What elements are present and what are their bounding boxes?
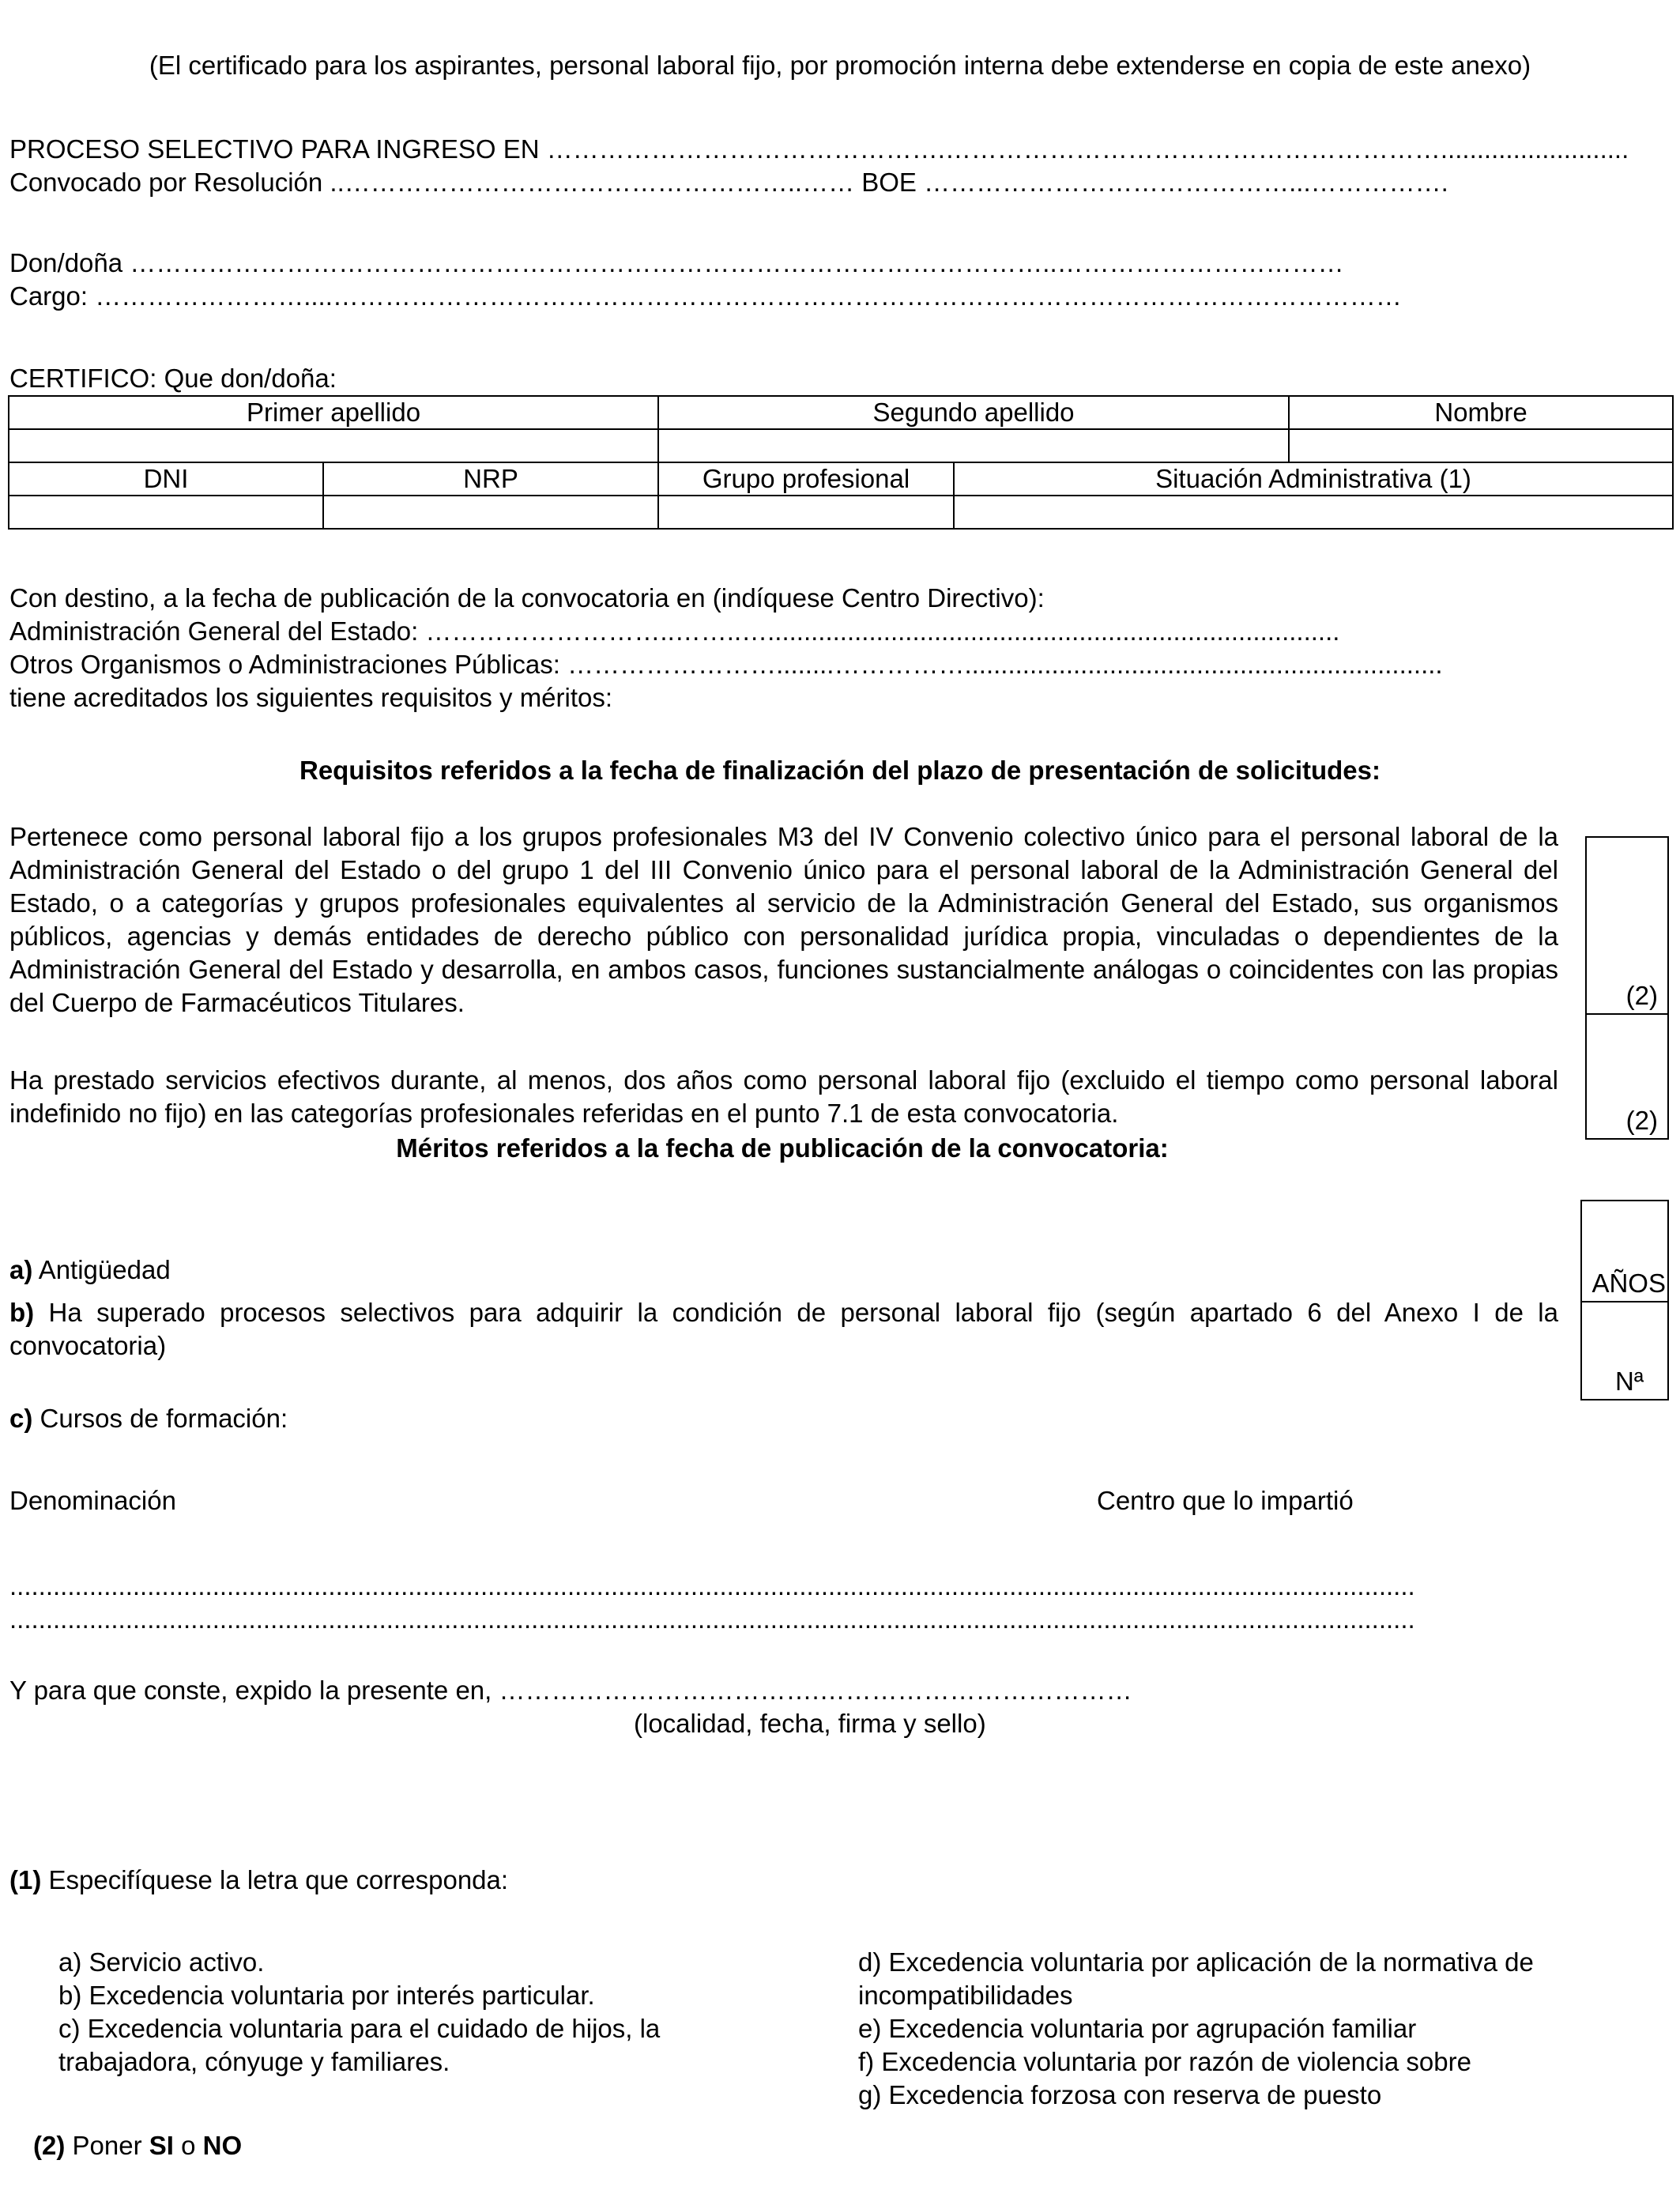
destino-line: Con destino, a la fecha de publicación de la convocatoria en (indíquese Centro Directivo): — [9, 583, 1045, 613]
note-2-no: NO — [202, 2131, 243, 2160]
list-item: trabajadora, cónyuge y familiares. — [58, 2047, 450, 2076]
list-item: c) Excedencia voluntaria para el cuidado de hijos, la — [58, 2014, 661, 2043]
merito-a — [9, 1253, 171, 1287]
identity-table — [8, 395, 1674, 530]
note-2-text: Poner — [65, 2131, 149, 2160]
header-note: (El certificado para los aspirantes, personal laboral fijo, por promoción interna debe extenderse en copia de este anexo) — [149, 51, 1531, 80]
note-1-text: Especifíquese la letra que corresponda: — [41, 1865, 509, 1894]
list-item: e) Excedencia voluntaria por agrupación familiar — [858, 2014, 1417, 2043]
list-item: a) Servicio activo. — [58, 1947, 265, 1977]
header-nombre: Nombre — [1289, 396, 1673, 429]
note-2-label: (2) — [33, 2131, 66, 2160]
expido-sub: (localidad, fecha, firma y sello) — [634, 1709, 986, 1738]
note-1-left-list — [58, 1946, 660, 2079]
cargo-line: Cargo: ……………………....…………………………………………………………………………………………………………… — [9, 281, 1402, 311]
merito-a-text: Antigüedad — [32, 1255, 171, 1284]
age-line: Administración General del Estado: ………………………..……..…............................................................................... — [9, 616, 1340, 646]
nombre-field[interactable] — [1289, 429, 1673, 462]
requisitos-intro: tiene acreditados los siguientes requisitos y méritos: — [9, 683, 613, 712]
note-1-label: (1) — [9, 1865, 42, 1894]
requisito-box-2[interactable] — [1585, 1013, 1669, 1140]
num-box-label: Nª — [1614, 1367, 1644, 1396]
anos-box-label: AÑOS — [1591, 1269, 1666, 1298]
cursos-dotted-line-2: .................................................................................................................................................................................................. — [9, 1604, 1415, 1634]
list-item: g) Excedencia forzosa con reserva de puesto — [858, 2080, 1382, 2109]
segundo-apellido-field[interactable] — [658, 429, 1289, 462]
header-dni: DNI — [9, 462, 323, 496]
meritos-heading: Méritos referidos a la fecha de publicación de la convocatoria: — [396, 1133, 1169, 1163]
num-box[interactable] — [1580, 1301, 1669, 1400]
requisito-box-1[interactable] — [1585, 836, 1669, 1015]
header-nrp: NRP — [323, 462, 658, 496]
requisito-paragraph-1: Pertenece como personal laboral fijo a los grupos profesionales M3 del IV Convenio colectivo único para el personal laboral de la Administración General del Estado o del grupo 1 del III Convenio único para el personal laboral de la Administración General del Estado, o a categorías y grupos profesionales equivalentes al servicio de la Administración General del Estado, sus organismos públicos, agencias y demás entidades de derecho público con personalidad jurídica propia, vinculadas o dependientes de la Administración General del Estado y desarrolla, en ambos casos, funciones sustancialmente análogas o coincidentes con las propias del Cuerpo de Farmacéuticos Titulares. — [9, 822, 1558, 1017]
otros-organismos-line: Otros Organismos o Administraciones Públicas: ……………………........…………….................................................................. — [9, 650, 1443, 679]
note-1-right-list — [858, 1946, 1534, 2112]
situacion-administrativa-field[interactable] — [954, 496, 1673, 529]
note-1 — [9, 1864, 508, 1897]
certifico-label: CERTIFICO: Que don/doña: — [9, 364, 337, 393]
anos-box[interactable] — [1580, 1200, 1669, 1302]
merito-b-letter: b) — [9, 1298, 35, 1327]
merito-c-text: Cursos de formación: — [32, 1404, 288, 1433]
header-grupo-profesional: Grupo profesional — [658, 462, 954, 496]
proceso-line: PROCESO SELECTIVO PARA INGRESO EN ……………………………………….………………………………………………….......................... — [9, 134, 1629, 164]
list-item: f) Excedencia voluntaria por razón de violencia sobre — [858, 2047, 1471, 2076]
header-situacion-administrativa: Situación Administrativa (1) — [954, 462, 1673, 496]
list-item: d) Excedencia voluntaria por aplicación de la normativa de — [858, 1947, 1534, 1977]
requisitos-heading: Requisitos referidos a la fecha de finalización del plazo de presentación de solicitudes: — [299, 756, 1381, 785]
col-denominacion: Denominación — [9, 1486, 176, 1515]
expido-line: Y para que conste, expido la presente en, ……………………………….……………………………… — [9, 1676, 1132, 1705]
merito-c — [9, 1402, 288, 1435]
requisito-box-2-label: (2) — [1625, 1106, 1658, 1135]
header-primer-apellido: Primer apellido — [9, 396, 658, 429]
table-header-row — [9, 396, 1673, 429]
note-2 — [33, 2129, 242, 2162]
table-input-row — [9, 496, 1673, 529]
merito-b-text: Ha superado procesos selectivos para adquirir la condición de personal laboral fijo (según apartado 6 del Anexo I de la convocatoria) — [9, 1298, 1558, 1360]
merito-c-letter: c) — [9, 1404, 33, 1433]
merito-a-letter: a) — [9, 1255, 33, 1284]
table-header-row — [9, 462, 1673, 496]
table-input-row — [9, 429, 1673, 462]
list-item: b) Excedencia voluntaria por interés particular. — [58, 1981, 595, 2010]
merito-b — [9, 1296, 1558, 1363]
grupo-profesional-field[interactable] — [658, 496, 954, 529]
col-centro: Centro que lo impartió — [1097, 1486, 1354, 1515]
header-segundo-apellido: Segundo apellido — [658, 396, 1289, 429]
list-item: incompatibilidades — [858, 1981, 1073, 2010]
requisito-paragraph-2: Ha prestado servicios efectivos durante, al menos, dos años como personal laboral fijo (excluido el tiempo como personal laboral indefinido no fijo) en las categorías profesionales referidas en el punto 7.1 de esta convocatoria. — [9, 1065, 1558, 1128]
convocado-line: Convocado por Resolución ..……………………………………………..…… BOE ……………………………………...……………. — [9, 168, 1448, 197]
note-2-si: SI — [149, 2131, 174, 2160]
nrp-field[interactable] — [323, 496, 658, 529]
note-2-o: o — [173, 2131, 203, 2160]
don-dona-line: Don/doña ……………………………………………………………………………………………..…………………………… — [9, 248, 1344, 277]
dni-field[interactable] — [9, 496, 323, 529]
cursos-dotted-line-1: .................................................................................................................................................................................................. — [9, 1571, 1415, 1600]
requisito-box-1-label: (2) — [1625, 981, 1658, 1010]
primer-apellido-field[interactable] — [9, 429, 658, 462]
